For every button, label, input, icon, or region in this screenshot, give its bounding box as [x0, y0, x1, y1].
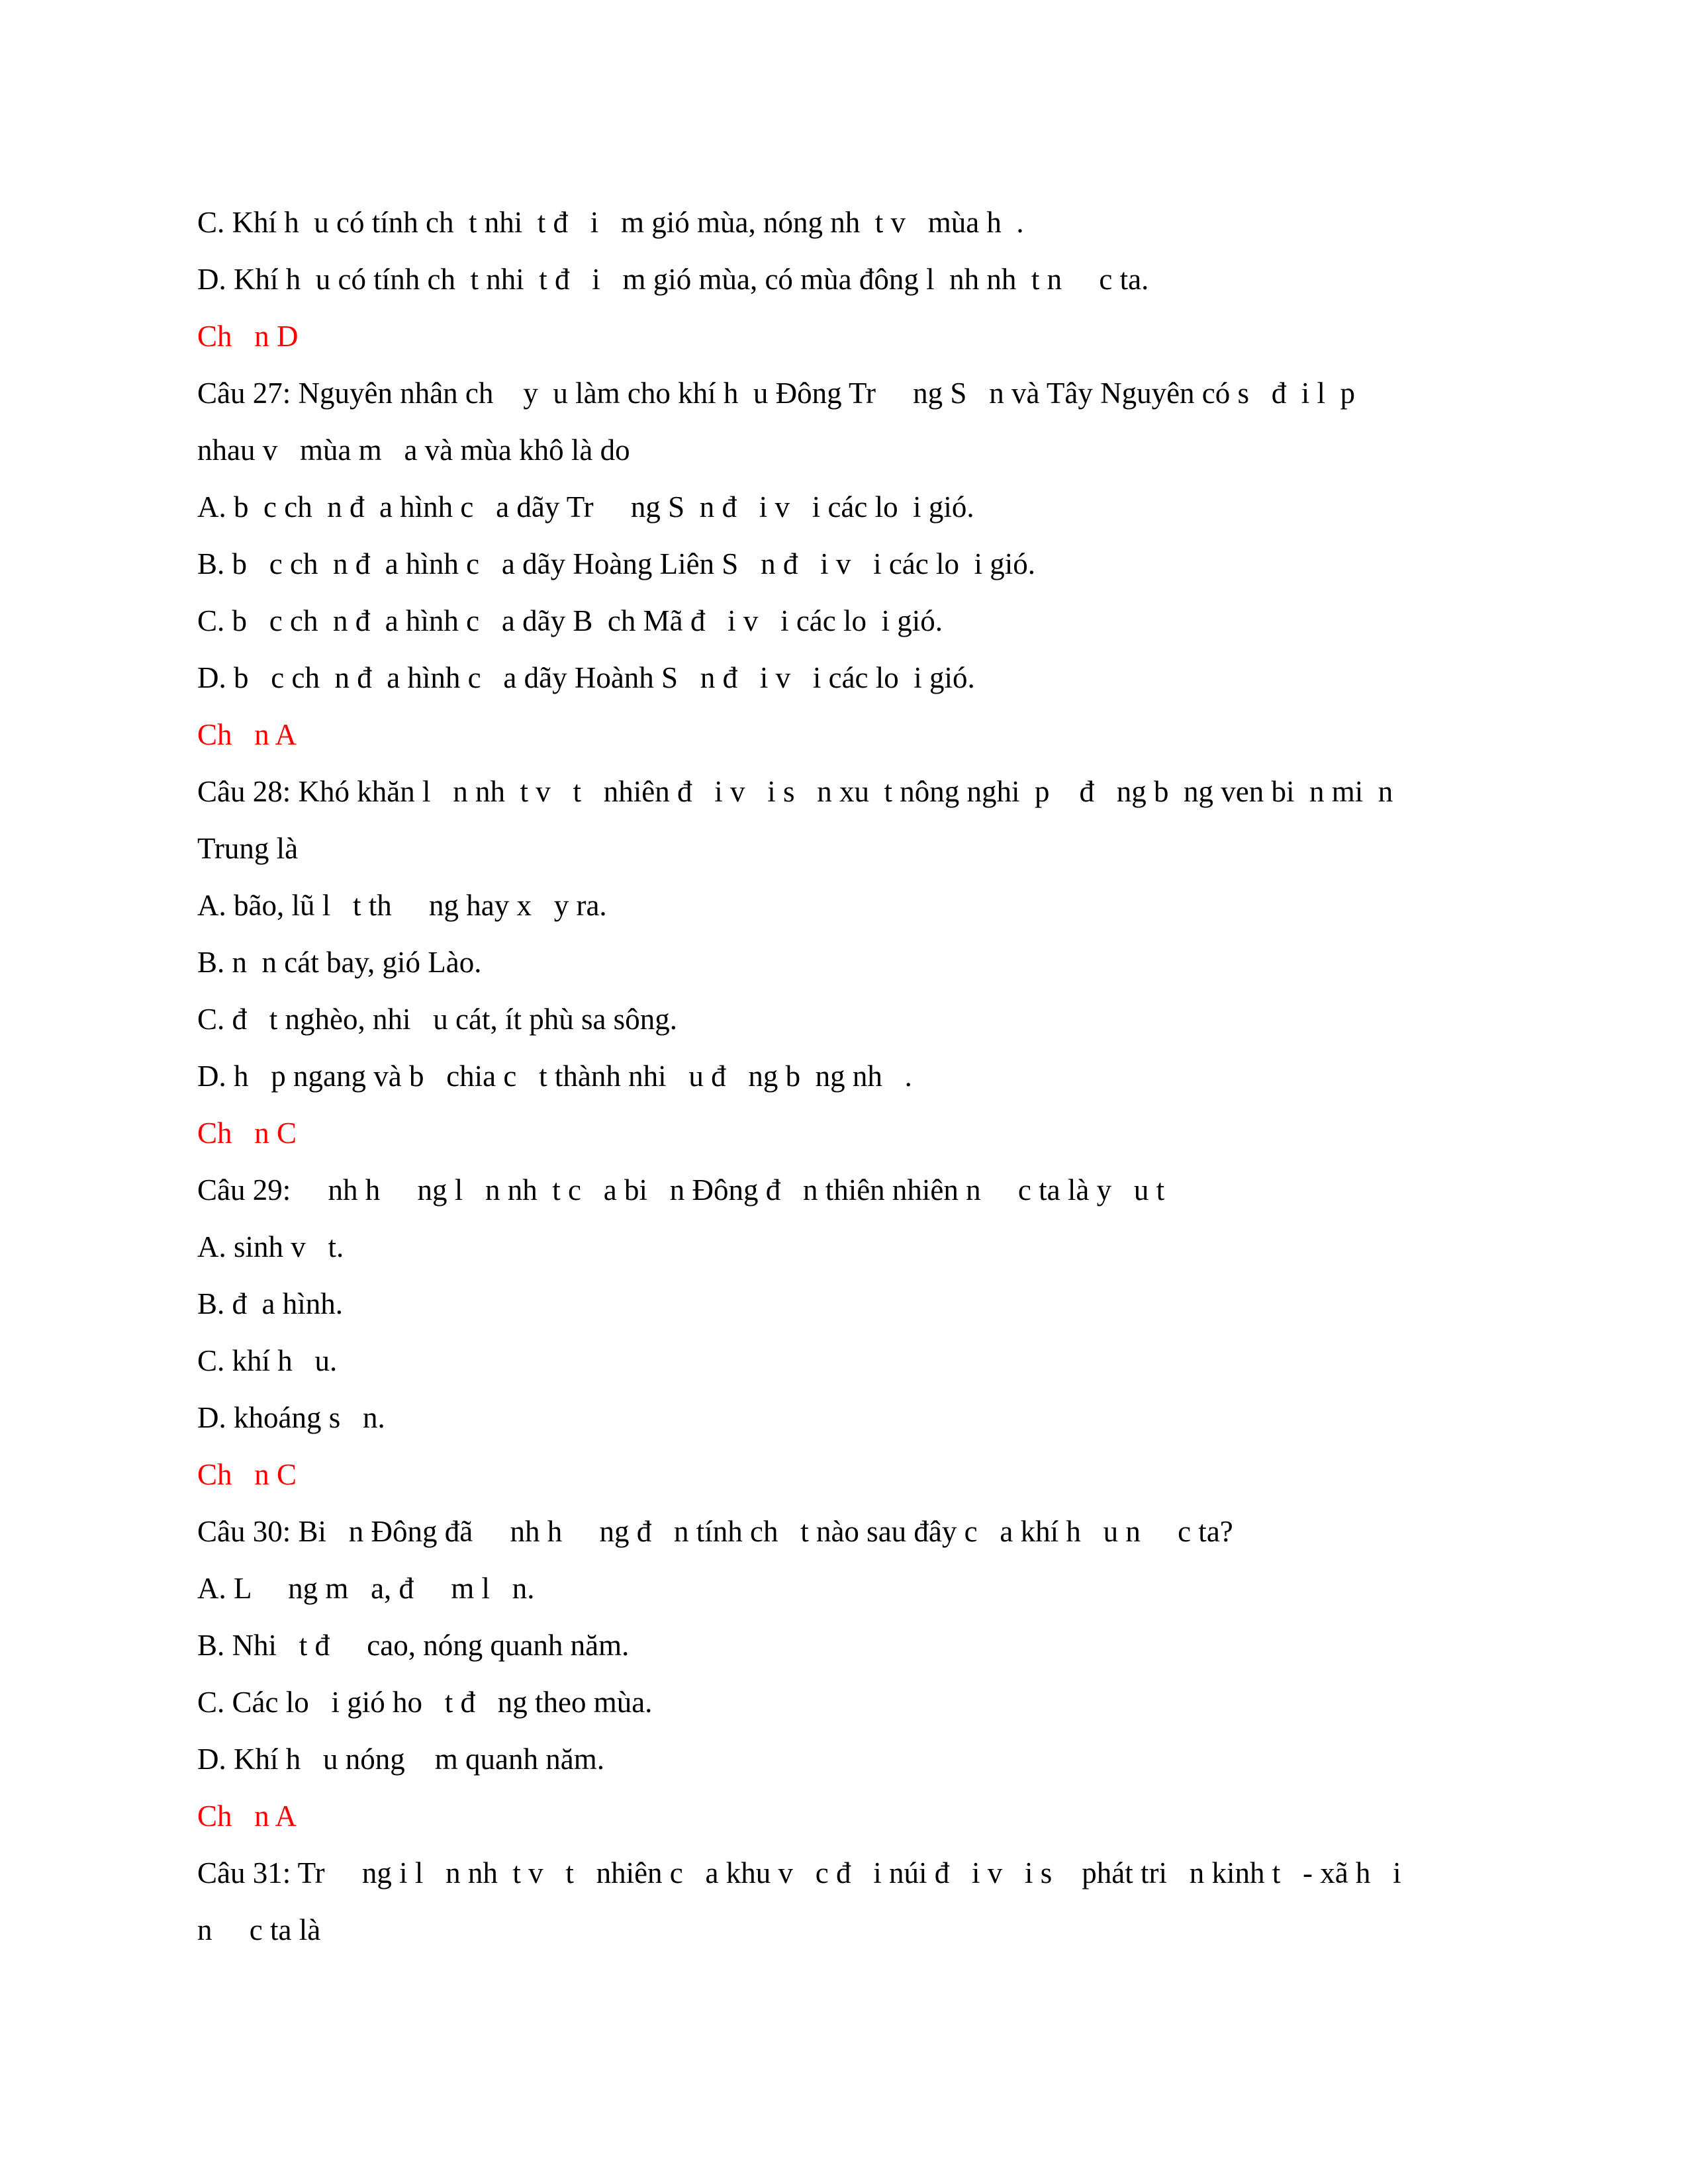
- option-line-c: C. Các lo i gió ho t đ ng theo mùa.: [197, 1686, 653, 1719]
- option-line-b: B. Nhi t đ cao, nóng quanh năm.: [197, 1629, 630, 1662]
- option-line-a: A. b c ch n đ a hình c a dãy Tr ng S n đ i v i các lo i gió.: [197, 490, 974, 523]
- question-line: n c ta là: [197, 1913, 321, 1946]
- option-line-d: D. khoáng s n.: [197, 1401, 385, 1434]
- option-line-b: B. b c ch n đ a hình c a dãy Hoàng Liên S n đ i v i các lo i gió.: [197, 547, 1035, 580]
- option-line-a: A. sinh v t.: [197, 1230, 344, 1263]
- question-line: Câu 28: Khó khăn l n nh t v t nhiên đ i v i s n xu t nông nghi p đ ng b ng ven bi n mi n: [197, 775, 1393, 808]
- answer-line: Ch n D: [197, 320, 299, 353]
- question-line: Câu 30: Bi n Đông đã nh h ng đ n tính ch t nào sau đây c a khí h u n c ta?: [197, 1515, 1233, 1548]
- option-line-c: C. đ t nghèo, nhi u cát, ít phù sa sông.: [197, 1003, 677, 1036]
- option-line-d: D. h p ngang và b chia c t thành nhi u đ ng b ng nh .: [197, 1060, 912, 1093]
- question-line: Câu 29: nh h ng l n nh t c a bi n Đông đ n thiên nhiên n c ta là y u t: [197, 1173, 1165, 1206]
- question-line: nhau v mùa m a và mùa khô là do: [197, 433, 630, 467]
- answer-line: Ch n C: [197, 1458, 297, 1491]
- question-line: Trung là: [197, 832, 299, 865]
- question-line: Câu 31: Tr ng i l n nh t v t nhiên c a khu v c đ i núi đ i v i s phát tri n kinh t - xã h i: [197, 1856, 1401, 1889]
- answer-line: Ch n A: [197, 1799, 297, 1833]
- option-line-a: A. L ng m a, đ m l n.: [197, 1572, 535, 1605]
- question-line: Câu 27: Nguyên nhân ch y u làm cho khí h u Đông Tr ng S n và Tây Nguyên có s đ i l p: [197, 377, 1356, 410]
- option-line-a: A. bão, lũ l t th ng hay x y ra.: [197, 889, 607, 922]
- option-line-c: C. b c ch n đ a hình c a dãy B ch Mã đ i v i các lo i gió.: [197, 604, 943, 637]
- option-line-d: D. Khí h u nóng m quanh năm.: [197, 1743, 604, 1776]
- option-line-c: C. Khí h u có tính ch t nhi t đ i m gió mùa, nóng nh t v mùa h .: [197, 206, 1024, 239]
- answer-line: Ch n A: [197, 718, 297, 751]
- option-line-b: B. n n cát bay, gió Lào.: [197, 946, 482, 979]
- answer-line: Ch n C: [197, 1116, 297, 1150]
- option-line-d: D. Khí h u có tính ch t nhi t đ i m gió mùa, có mùa đông l nh nh t n c ta.: [197, 263, 1149, 296]
- option-line-c: C. khí h u.: [197, 1344, 338, 1377]
- option-line-b: B. đ a hình.: [197, 1287, 343, 1320]
- option-line-d: D. b c ch n đ a hình c a dãy Hoành S n đ i v i các lo i gió.: [197, 661, 975, 694]
- document-page: [197, 194, 1495, 1958]
